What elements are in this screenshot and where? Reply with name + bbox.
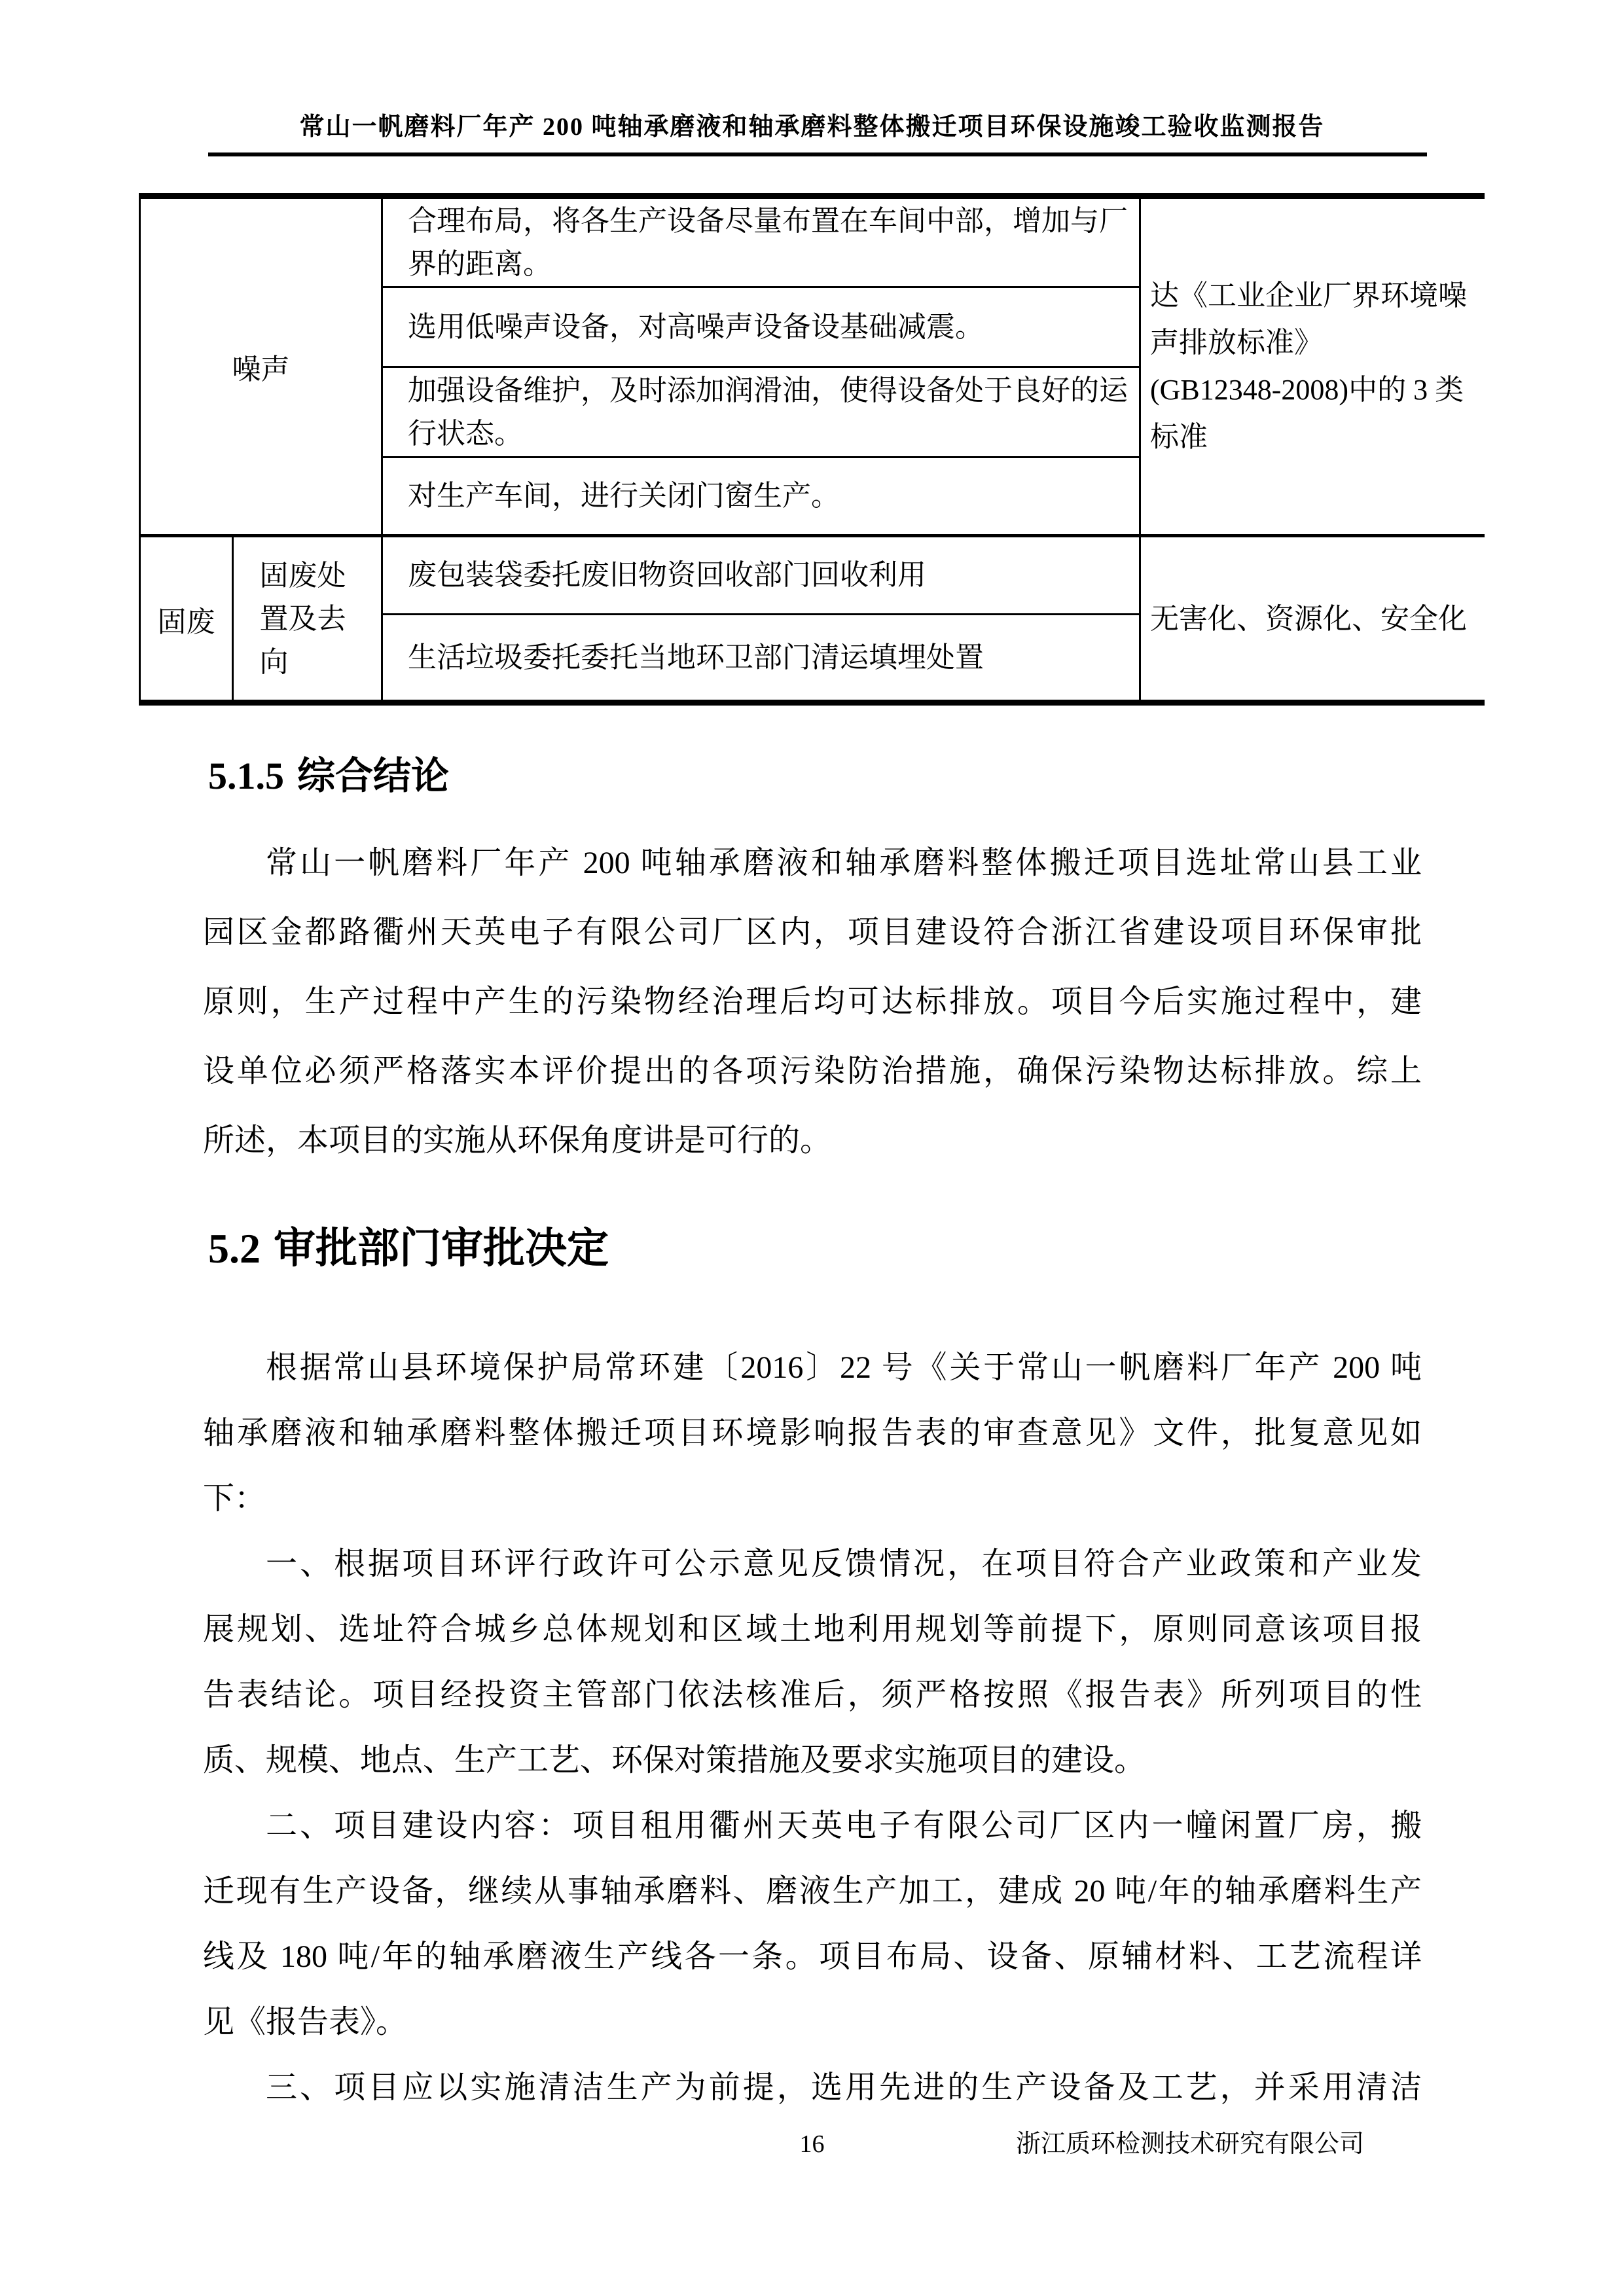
heading-title: 审批部门审批决定 <box>274 1225 609 1272</box>
solid-category-text: 固废处置及去向 <box>259 559 346 678</box>
paragraph-line: 根据常山县环境保护局常环建〔2016〕22 号《关于常山一帆磨料厂年产 200 吨 <box>266 1350 1422 1385</box>
section-heading-52 <box>208 1215 609 1275</box>
section-heading-515 <box>208 745 449 800</box>
standard-line: 达《工业企业厂界环境噪 <box>1150 279 1467 312</box>
compliance-table <box>139 193 1485 706</box>
paragraph-line: 见《报告表》。 <box>203 2005 408 2039</box>
paragraph-line: 展规划、选址符合城乡总体规划和区域土地利用规划等前提下，原则同意该项目报 <box>203 1612 1422 1647</box>
paragraph-line: 线及 180 吨/年的轴承磨液生产线各一条。项目布局、设备、原辅材料、工艺流程详 <box>203 1939 1422 1974</box>
heading-title: 综合结论 <box>297 755 450 797</box>
paragraph-line: 一、根据项目环评行政许可公示意见反馈情况，在项目符合产业政策和产业发 <box>266 1547 1422 1581</box>
noise-measure-row <box>383 199 1139 286</box>
noise-measure-text: 对生产车间，进行关闭门窗生产。 <box>408 480 840 512</box>
noise-label: 噪声 <box>232 353 290 386</box>
noise-measure-row <box>383 368 1139 456</box>
paragraph-line: 常山一帆磨料厂年产 200 吨轴承磨液和轴承磨料整体搬迁项目选址常山县工业 <box>266 846 1422 880</box>
noise-measure-text: 加强设备维护，及时添加润滑油，使得设备处于良好的运行状态。 <box>408 374 1128 450</box>
paragraph-line: 质、规模、地点、生产工艺、环保对策措施及要求实施项目的建设。 <box>203 1743 1146 1778</box>
solid-measure-text: 废包装袋委托废旧物资回收部门回收利用 <box>408 559 926 591</box>
paragraph-line: 园区金都路衢州天英电子有限公司厂区内，项目建设符合浙江省建设项目环保审批 <box>203 915 1422 950</box>
solid-result-text: 无害化、资源化、安全化 <box>1150 602 1467 635</box>
noise-measure-text: 合理布局，将各生产设备尽量布置在车间中部，增加与厂界的距离。 <box>408 204 1128 280</box>
solid-result-cell <box>1141 537 1485 700</box>
paragraph-line: 原则，生产过程中产生的污染物经治理后均可达标排放。项目今后实施过程中，建 <box>203 984 1422 1019</box>
conclusion-paragraph <box>203 829 1422 1175</box>
solid-category-cell <box>234 537 381 700</box>
standard-line: 标准 <box>1150 421 1208 453</box>
standard-line: (GB12348-2008)中的 3 类 <box>1150 374 1464 406</box>
noise-standard-cell <box>1141 198 1485 535</box>
noise-measure-row <box>383 288 1139 366</box>
heading-number: 5.2 <box>208 1225 261 1272</box>
solid-label: 固废 <box>157 605 215 638</box>
solid-measure-text: 生活垃圾委托委托当地环卫部门清运填埋处置 <box>408 641 984 673</box>
noise-measure-row <box>383 458 1139 534</box>
paragraph-line: 所述，本项目的实施从环保角度讲是可行的。 <box>203 1123 832 1158</box>
standard-line: 声排放标准》 <box>1150 327 1323 359</box>
header-rule <box>208 152 1427 156</box>
paragraph-line: 轴承磨液和轴承磨料整体搬迁项目环境影响报告表的审查意见》文件，批复意见如 <box>203 1416 1422 1450</box>
paragraph-line: 迁现有生产设备，继续从事轴承磨料、磨液生产加工，建成 20 吨/年的轴承磨料生产 <box>203 1874 1422 1909</box>
solid-label-cell <box>141 537 232 700</box>
paragraph-line: 设单位必须严格落实本评价提出的各项污染防治措施，确保污染物达标排放。综上 <box>203 1054 1422 1088</box>
footer-page-number: 16 <box>799 2130 825 2158</box>
solid-measure-row <box>383 537 1139 613</box>
paragraph-line: 告表结论。项目经投资主管部门依法核准后，须严格按照《报告表》所列项目的性 <box>203 1677 1422 1712</box>
noise-label-cell <box>141 199 381 534</box>
table-border-bottom <box>139 700 1485 706</box>
footer-company: 浙江质环检测技术研究有限公司 <box>1016 2130 1365 2158</box>
approval-paragraphs <box>203 1335 1422 2121</box>
paragraph-line: 下： <box>203 1481 266 1516</box>
paragraph-line: 三、项目应以实施清洁生产为前提，选用先进的生产设备及工艺，并采用清洁 <box>266 2070 1422 2105</box>
heading-number: 5.1.5 <box>208 755 284 797</box>
page-header-title: 常山一帆磨料厂年产 200 吨轴承磨液和轴承磨料整体搬迁项目环保设施竣工验收监测报告 <box>299 113 1325 141</box>
paragraph-line: 二、项目建设内容：项目租用衢州天英电子有限公司厂区内一幢闲置厂房，搬 <box>266 1808 1422 1843</box>
noise-measure-text: 选用低噪声设备，对高噪声设备设基础减震。 <box>408 310 984 343</box>
solid-measure-row <box>383 615 1139 700</box>
